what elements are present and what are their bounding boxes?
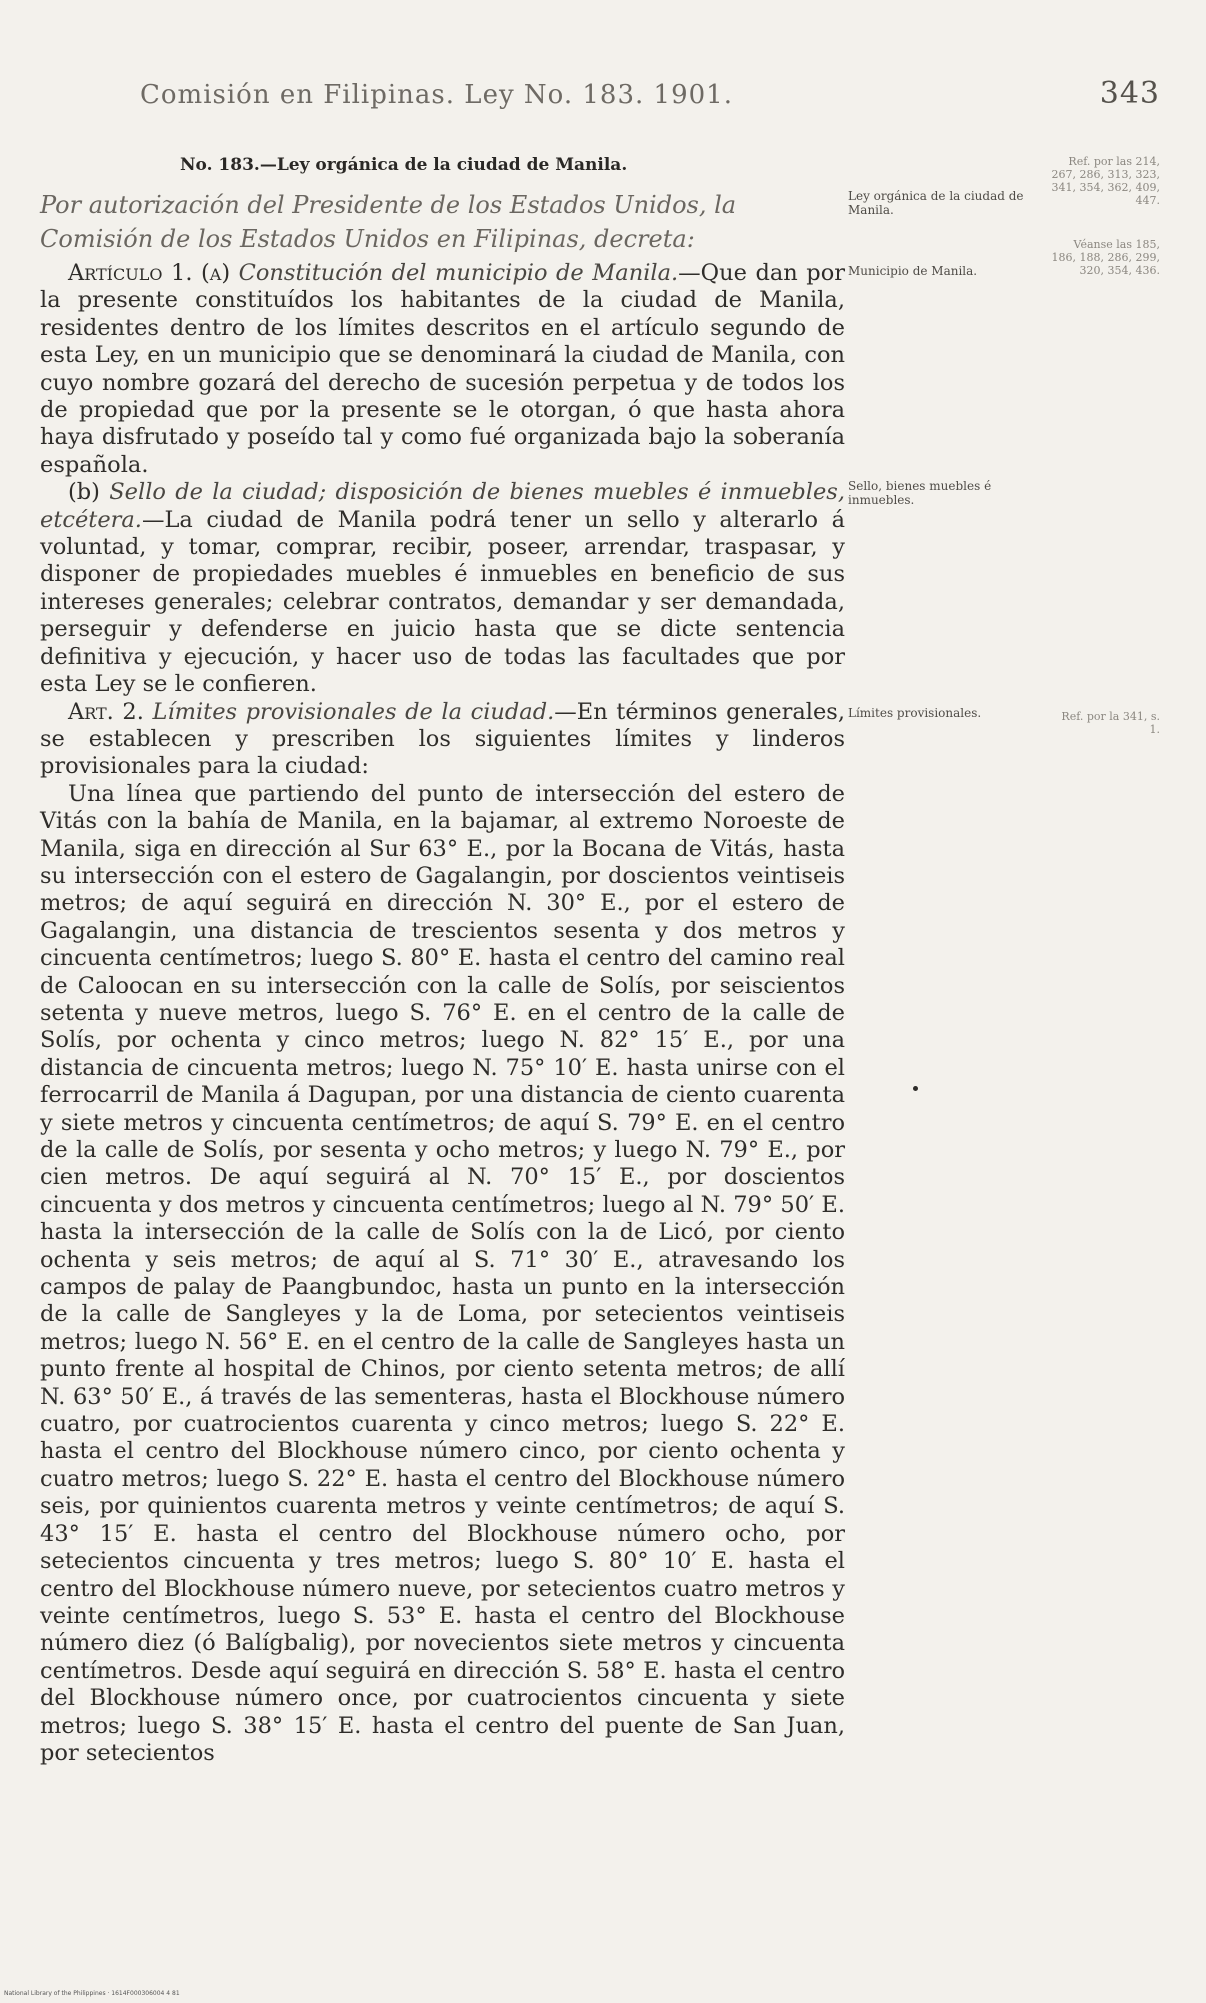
running-title: Comisión en Filipinas. Ley No. 183. 1901. xyxy=(140,80,733,110)
margin-note-seal: Sello, bienes muebles é inmuebles. xyxy=(848,479,992,507)
ink-dot xyxy=(913,1086,918,1091)
reference-note-2: Véanse las 185, 186, 188, 286, 299, 320, 354, 436. xyxy=(1051,238,1160,277)
margin-note-municipality: Municipio de Manila. xyxy=(848,264,978,278)
enacting-clause: Por autorización del Presidente de los Estados Unidos, la Comisión de los Estados Unidos en Filipinas, decreta: xyxy=(40,191,737,253)
page-number: 343 xyxy=(1099,76,1160,111)
article-1a-text: —Que dan por la presente constituídos los habitantes de la ciudad de Manila, residentes dentro de los límites descritos en el artículo segundo de esta Ley, en un municipio que se denominará la ciudad de Manila, con cuyo nombre gozará del derecho de sucesión perpetua y de todos los de propiedad que por la presente se le otorgan, ó que hasta ahora haya disfrutado y poseído tal y como fué organizada bajo la soberanía española. xyxy=(40,260,845,478)
article-1b-lead: (b) xyxy=(68,479,100,506)
article-1b xyxy=(40,479,845,698)
boundary-description: Una línea que partiendo del punto de intersección del estero de Vitás con la bahía de Manila, en la bajamar, al extremo Noroeste de Manila, siga en dirección al Sur 63° E., por la Bocana de Vitás, hasta su intersección con el estero de Gagalangin, por doscientos veintiseis metros; de aquí seguirá en dirección N. 30° E., por el estero de Gagalangin, una distancia de trescientos sesenta y dos metros y cincuenta centímetros; luego S. 80° E. hasta el centro del camino real de Caloocan en su intersección con la calle de Solís, por seiscientos setenta y nueve metros, luego S. 76° E. en el centro de la calle de Solís, por ochenta y cinco metros; luego N. 82° 15′ E., por una distancia de cincuenta metros; luego N. 75° 10′ E. hasta unirse con el ferrocarril de Manila á Dagupan, por una distancia de ciento cuarenta y siete metros y cincuenta centímetros; de aquí S. 79° E. en el centro de la calle de Solís, por sesenta y ocho metros; y luego N. 79° E., por cien metros. De aquí seguirá al N. 70° 15′ E., por doscientos cincuenta y dos metros y cincuenta centímetros; luego al N. 79° 50′ E. hasta la intersección de la calle de Solís con la de Licó, por ciento ochenta y seis metros; de aquí al S. 71° 30′ E., atravesando los campos de palay de Paangbundoc, hasta un punto en la intersección de la calle de Sangleyes y la de Loma, por setecientos veintiseis metros; luego N. 56° E. en el centro de la calle de Sangleyes hasta un punto frente al hospital de Chinos, por ciento setenta metros; de allí N. 63° 50′ E., á través de las sementeras, hasta el Blockhouse número cuatro, por cuatrocientos cuarenta y cinco metros; luego S. 22° E. hasta el centro del Blockhouse número cinco, por ciento ochenta y cuatro metros; luego S. 22° E. hasta el centro del Blockhouse número seis, por quinientos cuarenta metros y veinte centímetros; de aquí S. 43° 15′ E. hasta el centro del Blockhouse número ocho, por setecientos cincuenta y tres metros; luego S. 80° 10′ E. hasta el centro del Blockhouse número nueve, por setecientos cuatro metros y veinte centímetros, luego S. 53° E. hasta el centro del Blockhouse número diez (ó Balígbalig), por novecientos siete metros y cincuenta centímetros. Desde aquí seguirá en dirección S. 58° E. hasta el centro del Blockhouse número once, por cuatrocientos cincuenta y siete metros; luego S. 38° 15′ E. hasta el centro del puente de San Juan, por setecientos xyxy=(40,780,845,1766)
reference-note-1: Ref. por las 214, 267, 286, 313, 323, 341, 354, 362, 409, 447. xyxy=(1051,155,1160,207)
article-2-text: —En términos generales, se establecen y prescriben los siguientes límites y linderos provisionales para la ciudad: xyxy=(40,698,846,780)
body-text xyxy=(40,260,845,1767)
margin-note-limits: Límites provisionales. xyxy=(848,706,982,720)
article-1a xyxy=(40,260,845,479)
article-1b-title: Sello de la ciudad; disposición de bienes muebles é inmuebles, etcétera. xyxy=(40,479,845,533)
reference-note-3: Ref. por la 341, s. 1. xyxy=(1061,710,1160,736)
article-1b-text: —La ciudad de Manila podrá tener un sello y alterarlo á voluntad, y tomar, comprar, recibir, poseer, arrendar, traspasar, y disponer de propiedades muebles é inmuebles en beneficio de sus intereses generales; celebrar contratos, demandar y ser demandada, perseguir y defenderse en juicio hasta que se dicte sentencia definitiva y ejecución, y hacer uso de todas las facultades que por esta Ley se le confieren. xyxy=(40,506,845,698)
article-1a-lead: Artículo 1. (a) xyxy=(68,260,231,286)
article-2-lead: Art. 2. xyxy=(68,698,144,725)
article-2 xyxy=(40,699,845,781)
law-heading: No. 183.—Ley orgánica de la ciudad de Manila. xyxy=(180,155,628,175)
margin-note-organic-law: Ley orgánica de la ciudad de Manila. xyxy=(848,189,1024,217)
scan-credit: National Library of the Philippines · 1614F000306004 4 81 xyxy=(4,1990,180,1997)
article-1a-title: Constitución del municipio de Manila. xyxy=(238,260,679,286)
running-header xyxy=(140,76,1160,111)
article-2-title: Límites provisionales de la ciudad. xyxy=(152,698,555,725)
